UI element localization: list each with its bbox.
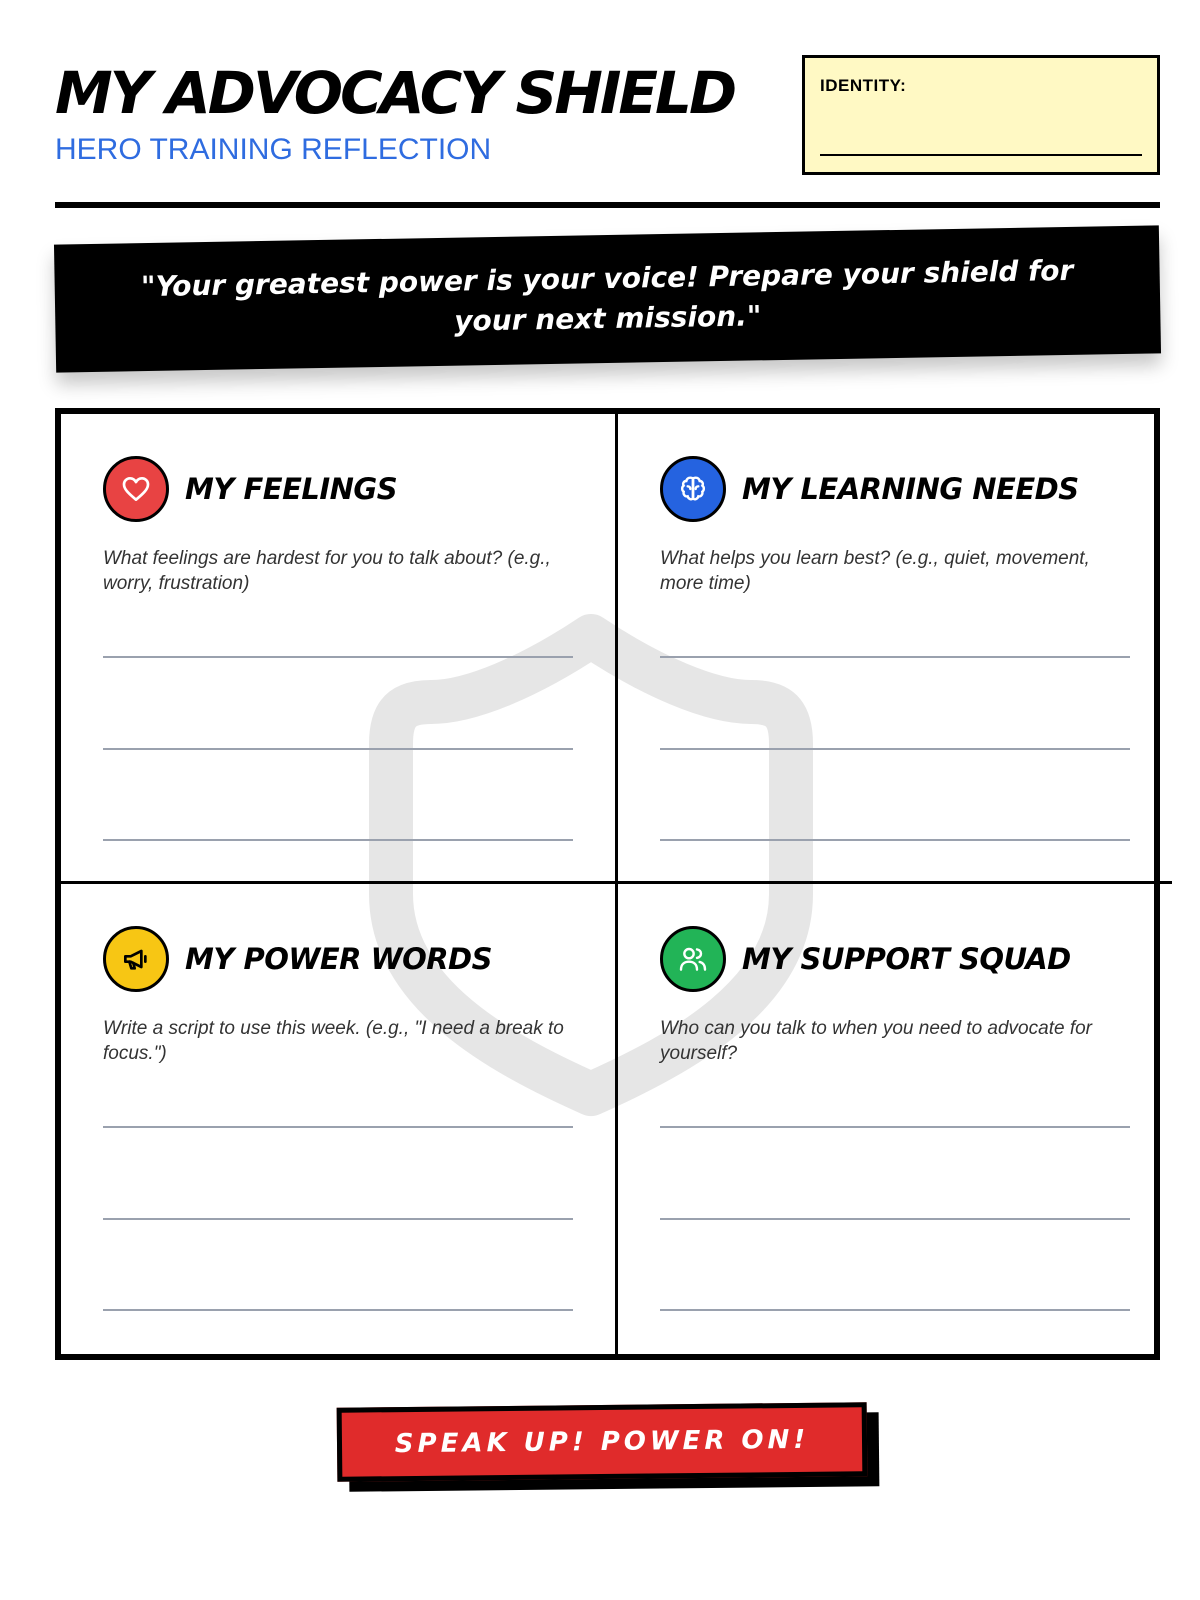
- answer-line[interactable]: [660, 1309, 1130, 1311]
- megaphone-icon: [103, 926, 169, 992]
- header-divider: [55, 202, 1160, 208]
- page-title: MY ADVOCACY SHIELD: [55, 59, 735, 127]
- reflection-grid: [55, 408, 1160, 1360]
- answer-line[interactable]: [660, 1126, 1130, 1128]
- page-subtitle: HERO TRAINING REFLECTION: [55, 133, 492, 166]
- cta-button: [337, 1405, 867, 1479]
- panel-title-feelings: MY FEELINGS: [185, 472, 398, 506]
- panel-support-squad: [618, 884, 1172, 1354]
- panel-feelings: [61, 414, 618, 884]
- identity-label: IDENTITY:: [820, 76, 907, 95]
- answer-line[interactable]: [660, 839, 1130, 841]
- answer-line[interactable]: [103, 1309, 573, 1311]
- cta-banner: [337, 1402, 868, 1482]
- panel-power-words: [61, 884, 618, 1354]
- panel-learning-needs: [618, 414, 1172, 884]
- answer-line[interactable]: [660, 1218, 1130, 1220]
- identity-box: [802, 55, 1160, 175]
- page-header: [55, 55, 1160, 205]
- answer-line[interactable]: [103, 1218, 573, 1220]
- identity-input-line[interactable]: [820, 154, 1142, 156]
- answer-line[interactable]: [103, 748, 573, 750]
- answer-line[interactable]: [660, 748, 1130, 750]
- brain-icon: [660, 456, 726, 522]
- answer-line[interactable]: [660, 656, 1130, 658]
- panel-prompt-learning-needs: What helps you learn best? (e.g., quiet, movement, more time): [660, 548, 1090, 594]
- panel-title-support-squad: MY SUPPORT SQUAD: [742, 942, 1071, 976]
- answer-line[interactable]: [103, 839, 573, 841]
- panel-prompt-power-words: Write a script to use this week. (e.g., "I need a break to focus."): [103, 1018, 564, 1064]
- quote-banner: [54, 225, 1161, 372]
- panel-title-learning-needs: MY LEARNING NEEDS: [742, 472, 1079, 506]
- panel-title-power-words: MY POWER WORDS: [185, 942, 493, 976]
- quote-text: "Your greatest power is your voice! Prepare your shield for your next mission.": [140, 253, 1074, 338]
- panel-prompt-support-squad: Who can you talk to when you need to advocate for yourself?: [660, 1018, 1092, 1064]
- panel-prompt-feelings: What feelings are hardest for you to talk about? (e.g., worry, frustration): [103, 548, 551, 594]
- heart-icon: [103, 456, 169, 522]
- answer-line[interactable]: [103, 656, 573, 658]
- users-icon: [660, 926, 726, 992]
- answer-line[interactable]: [103, 1126, 573, 1128]
- cta-label: SPEAK UP! POWER ON!: [394, 1424, 810, 1460]
